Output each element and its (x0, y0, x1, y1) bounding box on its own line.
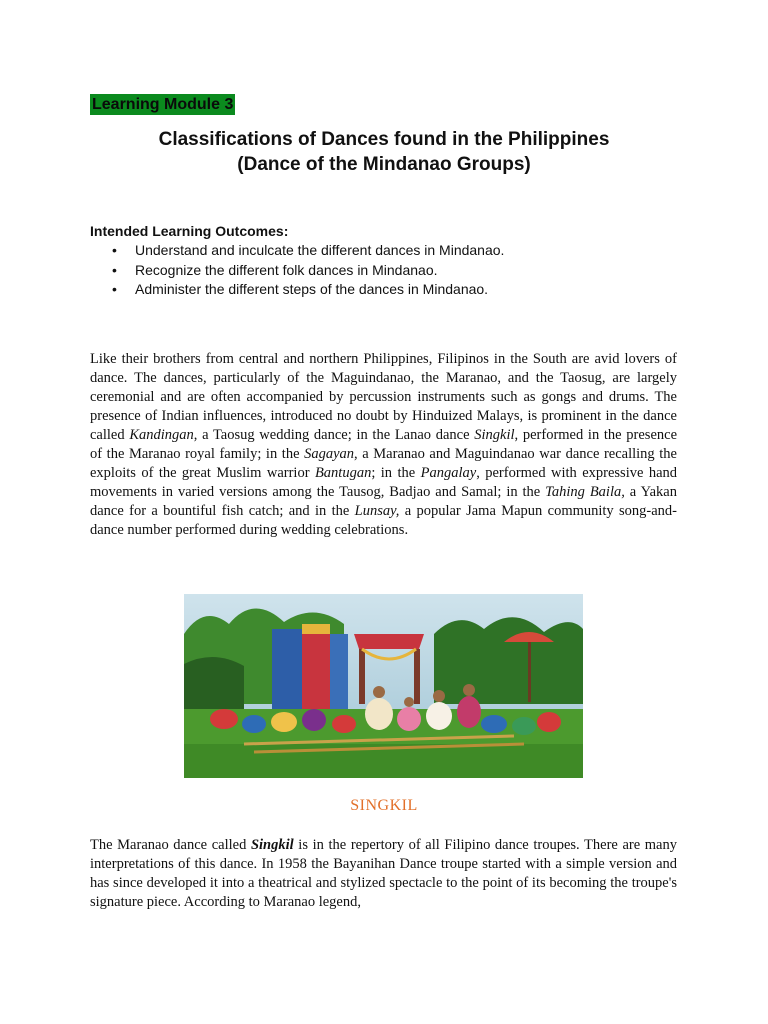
list-item (112, 280, 504, 300)
dance-name: Pangalay (420, 465, 477, 481)
paragraph-text: The Maranao dance called (90, 837, 251, 853)
bullet-icon: • (112, 281, 117, 297)
paragraph-text: , performed in the presence of the Maranao royal family; in the (90, 427, 678, 462)
dance-name: Singkil (250, 837, 294, 853)
intro-paragraph (90, 350, 677, 540)
warrior-name: Bantugan (314, 465, 372, 481)
paragraph-text: , performed with expressive hand movements in varied versions among the Tausog, Badjao and Samal; in the (90, 465, 678, 500)
dance-name: Singkil (474, 427, 515, 443)
photo-caption: SINGKIL (350, 797, 418, 814)
page-subtitle: (Dance of the Mindanao Groups) (237, 154, 531, 175)
page-title: Classifications of Dances found in the Philippines (158, 129, 610, 150)
dance-name: Tahing Baila, (545, 484, 625, 500)
dance-name: Kandingan (129, 427, 194, 443)
dance-name: Lunsay, (354, 503, 400, 519)
paragraph-text: a Yakan dance for a bountiful fish catch; and in the (90, 484, 677, 519)
outcome-text: Understand and inculcate the different dances in Mindanao. (135, 242, 505, 258)
paragraph-text: , a Taosug wedding dance; in the Lanao dance (193, 427, 475, 443)
list-item (112, 261, 504, 281)
outcome-text: Recognize the different folk dances in Mindanao. (135, 261, 438, 278)
paragraph-text: ; in the (371, 465, 421, 481)
list-item (112, 241, 504, 261)
paragraph-text: a popular Jama Mapun community song-and-dance number performed during wedding celebrations. (90, 503, 678, 538)
module-label: Learning Module 3 (92, 96, 234, 113)
dance-name: Sagayan (304, 446, 355, 462)
bullet-icon: • (112, 242, 117, 258)
paragraph-text: Like their brothers from central and northern Philippines, Filipinos in the South are avid lovers of dance. The dances, particularly of the Maguindanao, the Maranao, and the Taosug, are largely ceremonial and are often accompanied by percussion instruments such as gongs and drums. The presence of Indian influences, introduced no doubt by Hinduized Malays, is prominent in the dance called (90, 351, 677, 443)
paragraph-text: is in the repertory of all Filipino dance troupes. There are many interpretations of this dance. In 1958 the Bayanihan Dance troupe started with a simple version and has since developed it into a theatrical and stylized spectacle to the point of its becoming the troupe's signature piece. According to Maranao legend, (90, 837, 677, 910)
singkil-dance-photo (184, 594, 583, 778)
outcomes-list (112, 241, 504, 300)
outcomes-heading: Intended Learning Outcomes: (90, 223, 289, 239)
paragraph-text: , a Maranao and Maguindanao war dance recalling the exploits of the great Muslim warrior (90, 446, 677, 481)
bullet-icon: • (112, 261, 117, 278)
outcome-text: Administer the different steps of the dances in Mindanao. (135, 281, 489, 297)
singkil-paragraph (90, 836, 677, 912)
